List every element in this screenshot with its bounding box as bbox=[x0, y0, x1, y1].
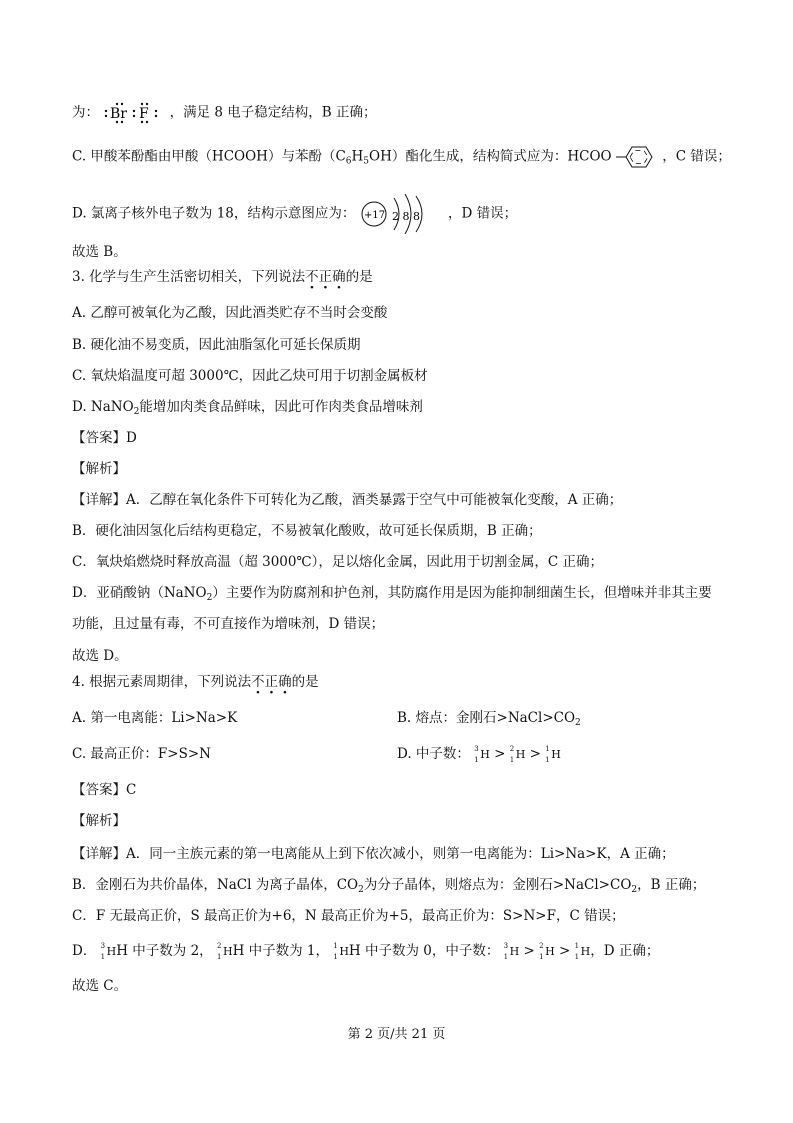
isotope-deuterium: 2 1 H bbox=[216, 942, 233, 961]
q4-detail-a: 【详解】A．同一主族元素的第一电离能从上到下依次减小，则第一电离能为：Li>Na>K，A 正确； bbox=[72, 846, 675, 862]
subscript: 5 bbox=[363, 156, 370, 167]
q4-option-a: A. 第一电离能：Li>Na>K bbox=[72, 710, 238, 726]
q3-analysis-label: 【解析】 bbox=[72, 461, 126, 477]
text: OH）酯化生成，结构简式应为：HCOO bbox=[369, 148, 612, 165]
q4-detail-b bbox=[72, 876, 705, 899]
q4-option-c: C. 最高正价：F>S>N bbox=[72, 746, 211, 762]
subscript: 6 bbox=[345, 156, 352, 167]
isotope-tritium: 3 1 H bbox=[503, 942, 520, 961]
emphasis-char: 正 bbox=[318, 269, 333, 285]
q4-detail-c: C．F 无最高正价，S 最高正价为+6，N 最高正价为+5，最高正价为：S>N>F，C 错误； bbox=[72, 908, 625, 924]
q3-option-c: C. 氧炔焰温度可超 3000℃，因此乙炔可用于切割金属板材 bbox=[72, 368, 428, 384]
text: 3. 化学与生产生活密切相关，下列说法 bbox=[72, 269, 306, 285]
q3-detail-d-line2: 功能，且过量有毒，不可直接作为增味剂，D 错误； bbox=[72, 616, 385, 632]
text: > bbox=[529, 746, 541, 762]
text: > bbox=[494, 746, 506, 762]
text: C. 甲酸苯酚酯由甲酸（HCOOH）与苯酚（C bbox=[72, 148, 346, 165]
q3-option-a: A. 乙醇可被氧化为乙酸，因此酒类贮存不当时会变酸 bbox=[72, 305, 388, 321]
q3-option-d bbox=[72, 398, 423, 421]
electron-shells: 2 8 8 bbox=[391, 210, 420, 223]
text: D. 中子数： bbox=[397, 746, 470, 762]
question-3-stem bbox=[72, 268, 373, 286]
text: B．金刚石为共价晶体，NaCl 为离子晶体，CO bbox=[72, 877, 359, 893]
text: ）主要作为防腐剂和护色剂，其防腐作用是因为能抑制细菌生长，但增味并非其主要 bbox=[212, 585, 712, 601]
subscript: 2 bbox=[133, 407, 140, 417]
text: H 中子数为 0，中子数： bbox=[348, 943, 500, 959]
text: 为： bbox=[72, 104, 99, 121]
isotope-protium: 1 1 H bbox=[545, 745, 561, 764]
q4-choose: 故选 C。 bbox=[72, 978, 128, 994]
q3-choose: 故选 D。 bbox=[72, 648, 128, 664]
text: D. NaNO bbox=[72, 399, 134, 415]
emphasis-char: 正 bbox=[264, 674, 279, 690]
page-footer: 第 2 页/共 21 页 bbox=[347, 1027, 446, 1042]
q4-detail-d bbox=[72, 942, 659, 961]
lewis-structure-line bbox=[72, 102, 376, 124]
isotope-tritium: 3 1 H bbox=[100, 942, 117, 961]
ion-structure-diagram-icon bbox=[360, 194, 444, 234]
subscript: 2 bbox=[631, 885, 638, 895]
text: ，D 正确； bbox=[590, 943, 660, 959]
emphasis-char: 不 bbox=[305, 269, 319, 285]
text: > bbox=[559, 943, 571, 959]
text: ，满足 8 电子稳定结构，B 正确； bbox=[169, 104, 377, 121]
q4-option-d bbox=[397, 745, 561, 764]
text: D．亚硝酸钠（NaNO bbox=[72, 585, 207, 601]
text: 的是 bbox=[291, 674, 319, 690]
q4-option-b bbox=[397, 709, 581, 732]
text: D. 氯离子核外电子数为 18，结构示意图应为： bbox=[72, 205, 356, 222]
q3-detail-d-line1 bbox=[72, 584, 712, 607]
emphasis-char: 不 bbox=[251, 674, 265, 690]
isotope-deuterium: 2 1 H bbox=[509, 745, 526, 764]
text: H 中子数为 2， bbox=[116, 943, 213, 959]
fluorine-symbol: F bbox=[139, 106, 150, 122]
q4-analysis-label: 【解析】 bbox=[72, 813, 126, 829]
isotope-protium: 1 1 H bbox=[574, 942, 591, 961]
benzene-ring-icon bbox=[616, 145, 658, 169]
q3-option-b: B. 硬化油不易变质，因此油脂氢化可延长保质期 bbox=[72, 337, 361, 353]
text: > bbox=[523, 943, 535, 959]
isotope-protium: 1 1 H bbox=[333, 942, 349, 961]
q3-detail-b: B．硬化油因氢化后结构更稳定，不易被氧化酸败，故可延长保质期，B 正确； bbox=[72, 523, 542, 539]
text: ，D 错误； bbox=[448, 205, 518, 222]
nucleus-charge: +17 bbox=[363, 210, 385, 221]
text: D． bbox=[72, 943, 97, 959]
question-4-stem bbox=[72, 673, 319, 691]
text: 4. 根据元素周期律，下列说法 bbox=[72, 674, 252, 690]
q4-answer: 【答案】C bbox=[72, 782, 137, 798]
lewis-dot-diagram-icon bbox=[103, 102, 165, 124]
subscript: 2 bbox=[206, 593, 213, 603]
choose-b-line: 故选 B。 bbox=[72, 244, 127, 260]
text: B. 熔点：金刚石>NaCl>CO bbox=[397, 710, 576, 726]
subscript: 2 bbox=[575, 718, 581, 728]
isotope-deuterium: 2 1 H bbox=[539, 942, 555, 961]
q3-answer: 【答案】D bbox=[72, 430, 137, 446]
q3-detail-a: 【详解】A．乙醇在氧化条件下可转化为乙酸，酒类暴露于空气中可能被氧化变酸，A 正确； bbox=[72, 492, 623, 508]
subscript: 2 bbox=[358, 885, 364, 895]
isotope-tritium: 3 1 H bbox=[474, 745, 490, 764]
bromine-symbol: Br bbox=[110, 106, 128, 122]
text: ，B 正确； bbox=[637, 877, 706, 893]
text: H bbox=[351, 148, 364, 165]
q3-detail-c: C．氧炔焰燃烧时释放高温（超 3000℃），足以熔化金属，因此用于切割金属，C 正确； bbox=[72, 554, 603, 570]
option-c-structure-line bbox=[72, 145, 731, 171]
emphasis-char: 确 bbox=[332, 269, 346, 285]
text: ，C 错误； bbox=[662, 148, 731, 165]
option-d-ion-structure-line bbox=[72, 194, 517, 234]
emphasis-char: 确 bbox=[278, 674, 292, 690]
text: 的是 bbox=[345, 269, 373, 285]
text: 为分子晶体，则熔点为：金刚石>NaCl>CO bbox=[363, 877, 632, 893]
text: H 中子数为 1， bbox=[232, 943, 330, 959]
text: 能增加肉类食品鲜味，因此可作肉类食品增味剂 bbox=[139, 399, 423, 415]
